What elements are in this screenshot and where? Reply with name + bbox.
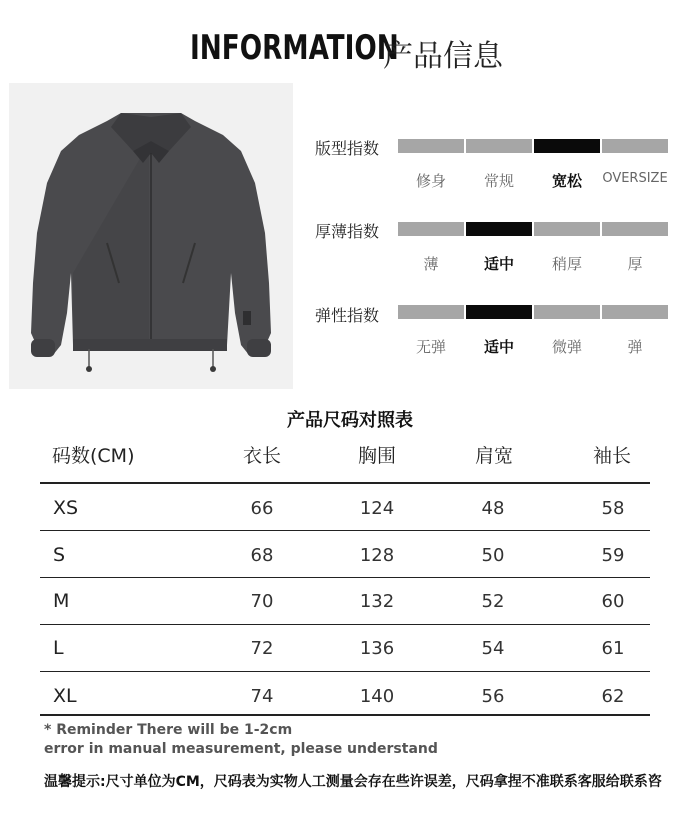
table-cell: 136 — [359, 638, 395, 659]
table-cell: 59 — [601, 545, 625, 566]
table-cell: 128 — [359, 545, 395, 566]
table-cell: 58 — [601, 498, 625, 519]
jacket-image — [9, 83, 293, 389]
index-bar-segment-selected — [534, 139, 600, 153]
index-label: 版型指数 — [315, 139, 380, 158]
table-cell: 132 — [359, 591, 395, 612]
table-cell: 68 — [250, 545, 274, 566]
index-option: OVERSIZE — [602, 171, 668, 186]
table-cell: 72 — [250, 638, 274, 659]
page-title-cn: 产品信息 — [383, 39, 503, 74]
table-cell-size: L — [53, 637, 64, 659]
table-divider — [40, 624, 650, 625]
table-cell-size: XL — [53, 685, 77, 707]
index-label: 弹性指数 — [315, 306, 380, 325]
table-cell: 62 — [601, 686, 625, 707]
index-option: 弹 — [627, 338, 643, 356]
index-bar-segment — [602, 139, 668, 153]
table-cell: 48 — [481, 498, 505, 519]
table-cell: 54 — [481, 638, 505, 659]
table-divider — [40, 714, 650, 716]
table-cell: 56 — [481, 686, 505, 707]
index-option: 修身 — [415, 172, 446, 190]
index-option: 厚 — [627, 255, 643, 273]
reminder-note-cn: 温馨提示:尺寸单位为CM，尺码表为实物人工测量会存在些许误差，尺码拿捏不准联系客服给联系咨 — [44, 774, 662, 790]
table-cell-size: S — [53, 544, 66, 566]
table-cell: 50 — [481, 545, 505, 566]
table-cell: 52 — [481, 591, 505, 612]
index-bar-segment — [534, 305, 600, 319]
table-divider — [40, 577, 650, 578]
index-label: 厚薄指数 — [315, 222, 380, 241]
table-header-sleeve: 袖长 — [592, 445, 631, 467]
index-option: 稍厚 — [551, 255, 582, 273]
table-cell: 60 — [601, 591, 625, 612]
table-divider — [40, 671, 650, 672]
table-cell: 140 — [359, 686, 395, 707]
page-title-en: INFORMATION — [190, 28, 399, 68]
table-cell: 74 — [250, 686, 274, 707]
index-option: 常规 — [483, 172, 514, 190]
table-divider — [40, 482, 650, 484]
index-bar-segment — [398, 305, 464, 319]
reminder-line: * Reminder There will be 1-2cm — [44, 722, 293, 738]
table-cell: 61 — [601, 638, 625, 659]
table-cell-size: M — [53, 590, 70, 612]
table-cell: 124 — [359, 498, 395, 519]
index-option-selected: 适中 — [483, 255, 514, 273]
table-cell: 66 — [250, 498, 274, 519]
table-cell-size: XS — [53, 497, 79, 519]
table-header-size: 码数(CM) — [52, 445, 135, 467]
index-bar-segment — [602, 305, 668, 319]
index-option: 微弹 — [551, 338, 582, 356]
table-header-shoulder: 肩宽 — [474, 445, 513, 467]
index-bar-segment — [534, 222, 600, 236]
table-cell: 70 — [250, 591, 274, 612]
product-photo — [9, 83, 293, 389]
index-bar-segment-selected — [466, 305, 532, 319]
reminder-line: error in manual measurement, please understand — [44, 741, 438, 757]
index-option: 薄 — [423, 255, 439, 273]
index-bar-segment-selected — [466, 222, 532, 236]
index-bar-segment — [466, 139, 532, 153]
index-bar-segment — [602, 222, 668, 236]
table-header-length: 衣长 — [242, 445, 281, 467]
reminder-note-en — [44, 721, 438, 759]
index-option-selected: 适中 — [483, 338, 514, 356]
table-header-chest: 胸围 — [357, 445, 396, 467]
index-bar-segment — [398, 222, 464, 236]
index-option-selected: 宽松 — [551, 172, 582, 190]
index-option: 无弹 — [415, 338, 446, 356]
index-bar-segment — [398, 139, 464, 153]
size-table-title: 产品尺码对照表 — [287, 410, 413, 431]
table-divider — [40, 530, 650, 531]
